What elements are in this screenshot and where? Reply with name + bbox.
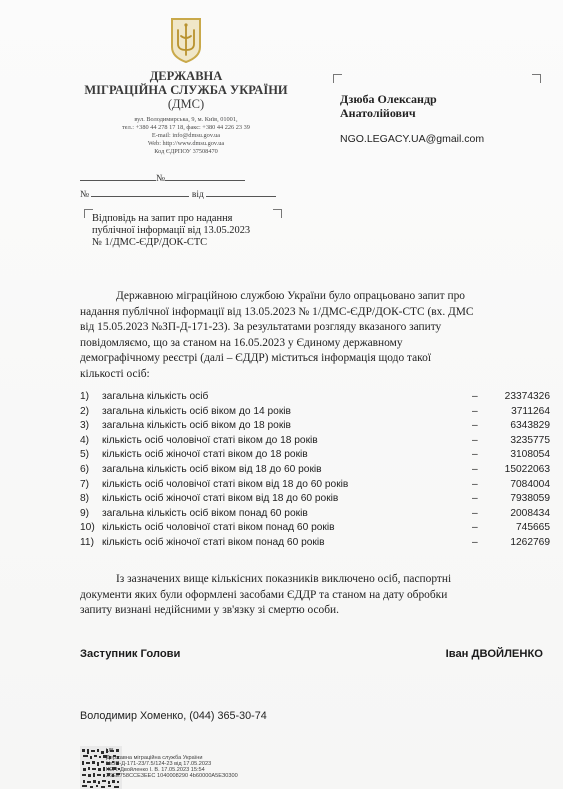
- list-item-value: 7938059: [510, 493, 550, 505]
- list-item-value: 2008434: [510, 507, 550, 519]
- body-line: кількості осіб:: [80, 368, 150, 380]
- list-item-number: 4): [80, 434, 90, 446]
- list-item-label: загальна кількість осіб віком до 14 років: [102, 405, 291, 417]
- stamp-line: КЕП: Двойленко І. В. 17.05.2023 15:54: [106, 767, 205, 773]
- recipient-email: NGO.LEGACY.UA@gmail.com: [340, 133, 485, 145]
- list-item-dash: –: [472, 507, 478, 519]
- list-item-value: 1262769: [510, 537, 550, 548]
- recipient-name-line2: Анатолійович: [340, 106, 416, 120]
- list-item-dash: –: [472, 391, 478, 402]
- subject-line: Відповідь на запит про надання: [92, 213, 233, 224]
- list-item-value: 15022063: [504, 464, 550, 475]
- list-item-number: 5): [80, 449, 90, 461]
- list-item: [80, 391, 550, 406]
- list-item-value: 6343829: [510, 420, 550, 432]
- org-address: вул. Володимирська, 9, м. Київ, 01001,: [134, 116, 238, 123]
- list-item-dash: –: [472, 434, 478, 446]
- list-item-value: 3235775: [510, 434, 550, 446]
- body-line: від 15.05.2023 №ЗП-Д-171-23). За результатами розгляду вказаного запиту: [80, 321, 442, 333]
- stamp-line: Державна міграційна служба України: [106, 755, 203, 761]
- org-email: E-mail: info@dmsu.gov.ua: [151, 132, 221, 139]
- subject-block: [92, 213, 292, 249]
- subject-line: № 1/ДМС-ЄДР/ДОК-СТС: [92, 237, 208, 248]
- closing-line: Із зазначених вище кількісних показників виключено осіб, паспортні: [116, 573, 452, 585]
- list-item: [80, 420, 550, 435]
- org-name-line1: ДЕРЖАВНА: [149, 69, 223, 83]
- list-item: [80, 406, 550, 421]
- list-item: [80, 522, 550, 537]
- list-item-value: 23374326: [504, 391, 550, 402]
- list-item: [80, 508, 550, 523]
- list-item: [80, 537, 550, 552]
- list-item-label: загальна кількість осіб віком до 18 років: [102, 420, 291, 432]
- list-item-label: кількість осіб жіночої статі віком до 18 років: [102, 449, 308, 461]
- list-item-number: 8): [80, 493, 90, 505]
- list-item-value: 3108054: [510, 449, 550, 461]
- registration-date-line: №: [80, 172, 245, 184]
- list-item: [80, 493, 550, 508]
- list-item-label: кількість осіб чоловічої статі віком до 18 років: [102, 434, 318, 446]
- list-item-number: 2): [80, 405, 90, 417]
- body-line: повідомляємо, що за станом на 16.05.2023 у Єдиному державному: [80, 337, 403, 349]
- subject-line: публічної інформації від 13.05.2023: [92, 225, 251, 236]
- corner-bracket: [333, 74, 342, 83]
- stamp-line: UB: [106, 748, 114, 754]
- list-item: [80, 435, 550, 450]
- list-item-number: 9): [80, 507, 90, 519]
- list-item-value: 3711264: [511, 405, 550, 417]
- list-item-number: 6): [80, 464, 90, 475]
- list-item-label: загальна кількість осіб віком від 18 до 60 років: [102, 464, 322, 475]
- list-item-label: загальна кількість осіб віком понад 60 років: [102, 507, 308, 519]
- trident-coat-of-arms-icon: [169, 16, 203, 64]
- signatory-position: Заступник Голови: [80, 648, 181, 660]
- list-item: [80, 449, 550, 464]
- list-item-dash: –: [472, 493, 478, 505]
- body-line: надання публічної інформації від 13.05.2023 № 1/ДМС-ЄДР/ДОК-СТС (вх. ДМС: [80, 306, 474, 318]
- signatory-name: Іван ДВОЙЛЕНКО: [445, 648, 543, 660]
- corner-bracket: [532, 74, 541, 83]
- body-line: Державною міграційною службою України було опрацьовано запит про: [116, 290, 465, 302]
- org-abbrev: (ДМС): [167, 97, 205, 111]
- list-item-number: 11): [80, 537, 94, 548]
- list-item: [80, 464, 550, 479]
- list-item-number: 3): [80, 420, 90, 432]
- list-item-dash: –: [472, 522, 478, 534]
- list-item-dash: –: [472, 449, 478, 461]
- stamp-line: №ЗП-Д-171-23/7.5/124-23 від 17.05.2023: [106, 761, 212, 767]
- list-item-label: кількість осіб чоловічої статі віком від 18 до 60 років: [102, 478, 349, 490]
- closing-line: документи яких були оформлені засобами ЄДДР та станом на дату обробки: [80, 589, 448, 601]
- list-item-label: загальна кількість осіб: [102, 391, 209, 402]
- registration-ref-line: № від: [80, 188, 276, 200]
- list-item-number: 7): [80, 478, 90, 490]
- list-item-value: 7084004: [510, 478, 550, 490]
- org-name-line2: МІГРАЦІЙНА СЛУЖБА УКРАЇНИ: [84, 83, 288, 97]
- list-item-value: 745665: [516, 522, 550, 534]
- list-item-number: 10): [80, 522, 95, 534]
- org-web: Web: http://www.dmsu.gov.ua: [147, 140, 225, 147]
- stamp-line: 36ЕЕ758ССЕ3ЕЕС 1040008290 4b60000А5ЕЗ0300: [106, 773, 238, 779]
- org-phone: тел.: +380 44 278 17 18, факс: +380 44 226 23 39: [122, 124, 250, 131]
- list-item-dash: –: [472, 537, 478, 548]
- list-item-dash: –: [472, 420, 478, 432]
- recipient-name-line1: Дзюба Олександр: [340, 92, 437, 106]
- body-line: демографічному реєстрі (далі – ЄДДР) міститься інформація щодо такої: [80, 352, 431, 364]
- executor-contact: Володимир Хоменко, (044) 365-30-74: [80, 710, 267, 722]
- list-item-number: 1): [80, 391, 90, 402]
- list-item-label: кількість осіб чоловічої статі віком понад 60 років: [102, 522, 335, 534]
- list-item-label: кількість осіб жіночої статі віком від 18 до 60 років: [102, 493, 339, 505]
- list-item-dash: –: [472, 405, 478, 417]
- list-item-label: кількість осіб жіночої статі віком понад 60 років: [102, 537, 325, 548]
- list-item: [80, 479, 550, 494]
- org-code: Код ЄДРПОУ 37508470: [154, 148, 218, 155]
- list-item-dash: –: [472, 464, 478, 475]
- list-item-dash: –: [472, 478, 478, 490]
- closing-line: запиту визнані недійсними у зв'язку зі смертю особи.: [80, 604, 339, 616]
